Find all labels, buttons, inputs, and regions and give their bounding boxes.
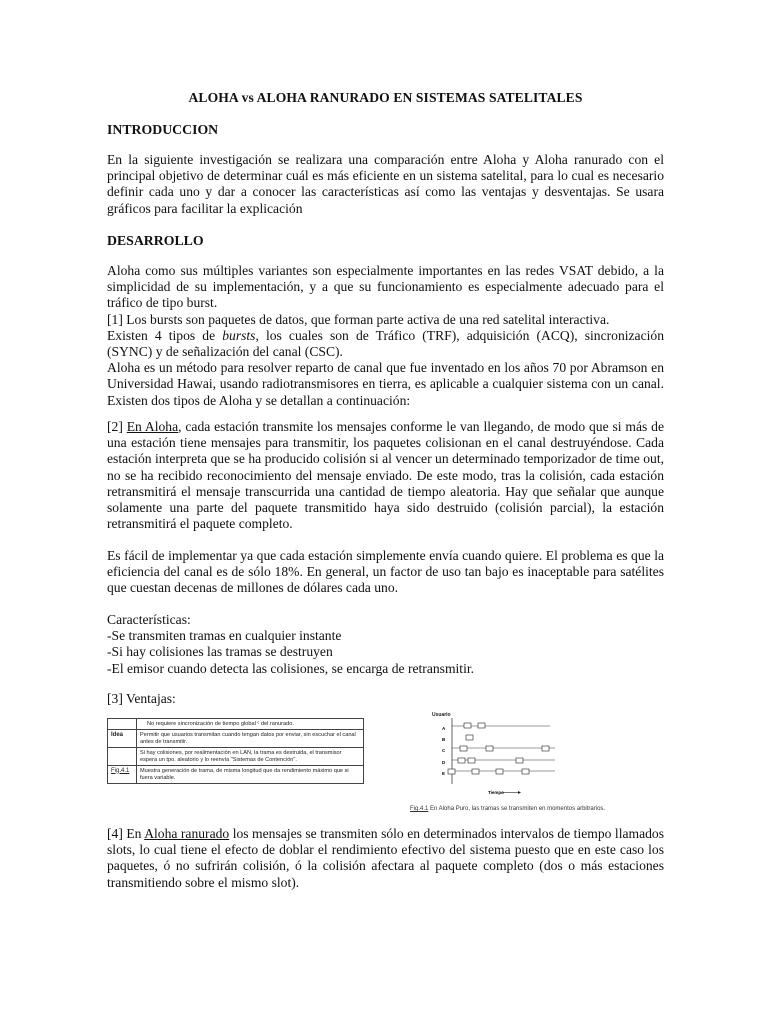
user-row-a [442, 723, 550, 731]
frame-rect [472, 769, 479, 774]
caracteristica-item: -Se transmiten tramas en cualquier instante [107, 628, 342, 644]
diagram-y-label: Usuario [432, 712, 451, 718]
caption-text: En Aloha Puro, las tramas se transmiten en momentos arbitrarios. [428, 806, 606, 812]
caption-figure-ref: Fig.4.1 [410, 806, 429, 812]
frame-rect [516, 758, 523, 763]
ventajas-heading: [3] Ventajas: [107, 691, 176, 706]
caracteristicas-heading: Características: [107, 612, 191, 627]
frame-rect [468, 758, 475, 763]
table-row [108, 766, 364, 784]
frame-rect [486, 746, 493, 751]
underlined-aloha-ranurado: Aloha ranurado [144, 826, 230, 841]
user-label: E [442, 771, 446, 776]
text-span: los mensajes se transmiten sólo en determinados intervalos de tiempo llamados slots, lo cual tiene el efecto de doblar el rendimiento efectivo del sistema puesto que en este caso los paquetes, ó no sufrirán colisión, ó la colisión afectara al paquete completo (dos o más estaciones transmitiendo sobre el mismo slot). [107, 826, 664, 890]
table-label-cell [108, 719, 137, 730]
table-label-cell: Fig.4.1 [108, 766, 137, 784]
frame-rect [458, 758, 465, 763]
table-row [108, 730, 364, 748]
paragraph-burst-types [107, 328, 664, 360]
frame-rect [460, 746, 467, 751]
intro-text: En la siguiente investigación se realizara una comparación entre Aloha y Aloha ranurado con el principal objetivo de determinar cuál es más eficiente en un sistema satelital, para lo cual es necesario definir cada uno y dar a conocer las características así como las ventajas y desventajas. Se usara gráficos para facilitar la explicación [107, 152, 664, 216]
table-row [108, 748, 364, 766]
desarrollo-block-4 [107, 826, 664, 891]
user-label: C [442, 748, 446, 753]
user-label: A [442, 726, 446, 731]
caracteristica-item: -El emisor cuando detecta las colisiones, se encarga de retransmitir. [107, 660, 475, 676]
frame-rect [522, 769, 529, 774]
frame-rect [478, 723, 485, 728]
text-span: [4] En [107, 826, 145, 841]
text-span: , cada estación transmite los mensajes conforme le van llegando, de modo que si más de una estación tiene mensajes para transmitir, los paquetes colisionan en el canal destruyéndose. Cada estación interpreta que se ha producido colisión si al vencer un determinado temporizador de time out, no se ha recibido reconocimiento del mensaje enviado. De este modo, tras la colisión, cada estación retransmitirá el mensaje transcurrida una cantidad de tiempo aleatoria. Hay que señalar que aunque solamente una parte del paquete transmitido haya sido destruido (colisión parcial), la estación retransmitirá el paquete completo. [107, 419, 664, 532]
table-text-cell: Permitir que usuarios transmitan cuando tengan datos por enviar, sin escuchar el canal antes de transmitir. [137, 730, 364, 748]
paragraph-aloha-method: Aloha es un método para resolver reparto de canal que fue inventado en los años 70 por Abramson en Universidad Hawai, usando radiotransmisores en tierra, es aplicable a cualquier sistema con un canal. Existen dos tipos de Aloha y se detallan a continuación: [107, 360, 664, 408]
text-span: Existen 4 tipos de [107, 327, 223, 343]
paragraph-slotted-aloha [107, 826, 664, 891]
document-title: ALOHA vs ALOHA RANURADO EN SISTEMAS SATELITALES [188, 90, 583, 105]
frame-rect [496, 769, 503, 774]
caracteristica-item: -Si hay colisiones las tramas se destruyen [107, 644, 333, 660]
user-row-c [442, 746, 555, 753]
figure-caption [410, 806, 605, 812]
table-label-cell: Idea [108, 730, 137, 748]
table-text-cell: No requiere sincronización de tiempo global ᶜ del ranurado. [137, 719, 364, 730]
table-text-cell: Si hay colisiones, por realimentación en LAN, la trama es destruida, el transmisor espera un tpo. aleatorio y lo reenvía "Sistemas de Contención". [137, 748, 364, 766]
text-span: , los cuales son de Tráfico (TRF), adquisición (ACQ), sincronización (SYNC) y de señalización del canal (CSC). [107, 327, 664, 360]
table-text-cell: Muestra generación de trama, de misma longitud que da rendimiento máximo que si fuera variable. [137, 766, 364, 784]
intro-paragraph [107, 152, 664, 217]
frame-rect [464, 723, 471, 728]
ventajas-heading-block [107, 691, 664, 707]
desarrollo-block-2 [107, 419, 664, 532]
time-arrow-head [518, 791, 521, 794]
table-label-cell [108, 748, 137, 766]
text-span: [2] [107, 419, 127, 434]
paragraph-pure-aloha [107, 419, 664, 532]
aloha-timing-diagram [430, 708, 600, 802]
user-row-e [442, 769, 555, 776]
frame-rect [448, 769, 455, 774]
paragraph-efficiency: Es fácil de implementar ya que cada estación simplemente envía cuando quiere. El problema es que la eficiencia del canal es de sólo 18%. En general, un factor de uso tan bajo es inaceptable para satélites que cuestan decenas de millones de dólares cada uno. [107, 548, 664, 596]
frame-rect [542, 746, 549, 751]
emphasis-bursts: bursts [222, 327, 256, 343]
ventajas-table [107, 718, 364, 784]
paragraph-aloha-intro: Aloha como sus múltiples variantes son especialmente importantes en las redes VSAT debido, a la simplicidad de su implementación, y a que su funcionamiento es especialmente adecuado para el tráfico de tipo burst. [107, 263, 664, 311]
table-row [108, 719, 364, 730]
desarrollo-heading: DESARROLLO [107, 233, 204, 248]
frame-rect [466, 735, 473, 740]
desarrollo-block-3 [107, 548, 664, 597]
user-row-b [442, 735, 473, 742]
user-label: D [442, 760, 446, 765]
paragraph-bursts-def: [1] Los bursts son paquetes de datos, que forman parte activa de una red satelital interactiva. [107, 311, 610, 327]
user-label: B [442, 737, 446, 742]
user-row-d [442, 758, 555, 765]
intro-heading: INTRODUCCION [107, 122, 219, 137]
underlined-en-aloha: En Aloha [126, 419, 179, 434]
diagram-x-label: Tiempo [488, 790, 504, 795]
desarrollo-block-1 [107, 263, 664, 409]
caracteristicas-list [107, 612, 664, 677]
